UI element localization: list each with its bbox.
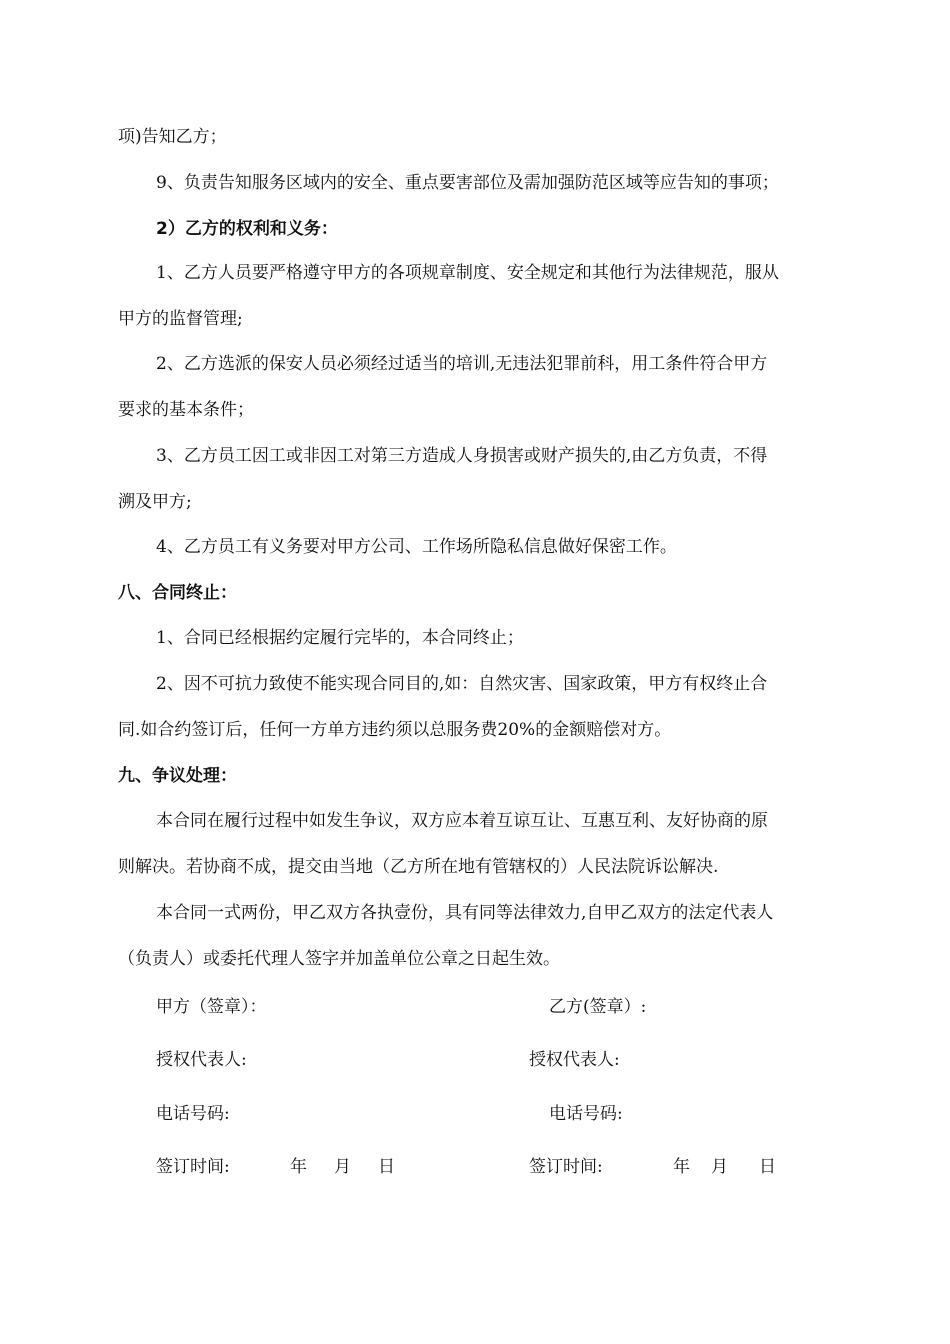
section-heading-termination: 八、合同终止： xyxy=(118,583,237,603)
party-a-day: 日 xyxy=(378,1157,395,1177)
party-a-date-label: 签订时间: xyxy=(156,1157,230,1177)
dispute-clause: 本合同在履行过程中如发生争议，双方应本着互谅互让、互惠互利、友好协商的原 xyxy=(156,811,768,831)
paragraph-line: 则解决。若协商不成，提交由当地（乙方所在地有管辖权的）人民法院诉讼解决. xyxy=(118,857,719,877)
paragraph-line: 溯及甲方; xyxy=(118,492,192,512)
party-b-phone-label: 电话号码: xyxy=(549,1104,623,1124)
section-heading-dispute: 九、争议处理： xyxy=(118,766,237,786)
effectiveness-clause: 本合同一式两份，甲乙双方各执壹份，具有同等法律效力,自甲乙双方的法定代表人 xyxy=(156,903,774,923)
party-a-date-row xyxy=(156,1157,416,1177)
clause-b2: 2、乙方选派的保安人员必须经过适当的培训,无违法犯罪前科，用工条件符合甲方 xyxy=(156,354,768,374)
termination-clause-2: 2、因不可抗力致使不能实现合同目的,如：自然灾害、国家政策，甲方有权终止合 xyxy=(156,674,768,694)
party-b-seal-label: 乙方(签章）: xyxy=(549,997,647,1017)
paragraph-line: 甲方的监督管理; xyxy=(118,309,243,329)
paragraph-line: （负责人）或委托代理人签字并加盖单位公章之日起生效。 xyxy=(118,949,560,969)
party-a-phone-label: 电话号码: xyxy=(156,1104,230,1124)
party-b-date-row xyxy=(529,1157,789,1177)
party-b-date-label: 签订时间: xyxy=(529,1157,603,1177)
party-b-rep-label: 授权代表人: xyxy=(529,1050,620,1070)
clause-b4: 4、乙方员工有义务要对甲方公司、工作场所隐私信息做好保密工作。 xyxy=(156,537,677,557)
party-a-seal-label: 甲方（签章）： xyxy=(156,997,267,1017)
party-b-day: 日 xyxy=(759,1157,776,1177)
party-a-month: 月 xyxy=(334,1157,351,1177)
clause-b1: 1、乙方人员要严格遵守甲方的各项规章制度、安全规定和其他行为法律规范，服从 xyxy=(156,263,779,283)
paragraph-line: 要求的基本条件； xyxy=(118,400,254,420)
termination-clause-1: 1、合同已经根据约定履行完毕的，本合同终止； xyxy=(156,628,524,648)
party-b-year: 年 xyxy=(673,1157,690,1177)
section-heading-party-b-rights: 2）乙方的权利和义务： xyxy=(156,219,338,239)
clause-b3: 3、乙方员工因工或非因工对第三方造成人身损害或财产损失的,由乙方负责，不得 xyxy=(156,446,768,466)
paragraph-line: 同.如合约签订后，任何一方单方违约须以总服务费20%的金额赔偿对方。 xyxy=(118,720,672,740)
clause-9: 9、负责告知服务区域内的安全、重点要害部位及需加强防范区域等应告知的事项； xyxy=(156,173,779,193)
party-b-month: 月 xyxy=(711,1157,728,1177)
paragraph-line: 项)告知乙方； xyxy=(118,127,227,147)
party-a-rep-label: 授权代表人: xyxy=(156,1050,247,1070)
party-a-year: 年 xyxy=(290,1157,307,1177)
